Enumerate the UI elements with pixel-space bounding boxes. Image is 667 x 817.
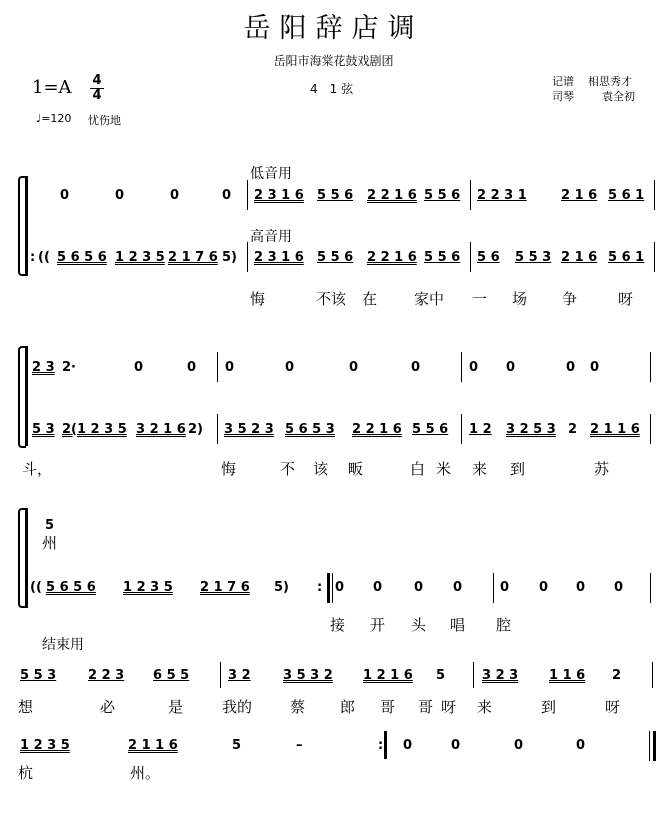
note-group: 5) (222, 250, 237, 265)
time-signature-denominator: 4 (90, 88, 104, 103)
lyric: 在 (362, 290, 378, 308)
voice-label-low: 低音用 (250, 166, 292, 182)
barline (470, 180, 471, 210)
note-rest: 0 (506, 360, 516, 375)
note-group: 1 2 (469, 422, 492, 437)
lyric: 哥 (380, 698, 396, 716)
note-rest: 0 (60, 188, 70, 203)
expression-mark: 忧伤地 (88, 114, 121, 127)
note-group: 2 1 7 6 (168, 250, 218, 265)
lyric: 悔 (221, 460, 237, 478)
lyric: 争 (562, 290, 578, 308)
note-group: 2 2 1 6 (352, 422, 402, 437)
note-group: 1 2 1 6 (363, 668, 413, 683)
bracket-open: (( (30, 580, 42, 595)
note-group: 2 (568, 422, 578, 437)
note-group: 5 6 1 (608, 188, 645, 203)
note-group: 2(1 2 3 5 (62, 422, 127, 437)
time-signature-numerator: 4 (92, 73, 102, 88)
key-signature: 1=A (32, 77, 72, 98)
note-group: 2) (188, 422, 203, 437)
note-rest: 0 (500, 580, 510, 595)
lyric: 州。 (130, 764, 161, 782)
note-group: 2 3 1 6 (254, 250, 304, 265)
note-rest: 0 (539, 580, 549, 595)
page-title: 岳阳辞店调 (243, 13, 424, 44)
lyric: 杭 (18, 764, 34, 782)
note-group: 5 5 6 (412, 422, 449, 437)
note-rest: 0 (614, 580, 624, 595)
barline (247, 242, 248, 272)
lyric: 呀 (605, 698, 621, 716)
lyric: 唱 (450, 616, 466, 634)
note-group: 2 3 (32, 360, 55, 375)
final-barline (653, 731, 656, 761)
note-extension: – (296, 738, 303, 753)
note-group: 6 5 5 (153, 668, 190, 683)
repeat-barline (384, 731, 387, 759)
lyric: 头 (411, 616, 427, 634)
note-rest: 0 (170, 188, 180, 203)
lyric: 不该 (316, 290, 347, 308)
note-group: 2 2 3 1 (477, 188, 527, 203)
note-rest: 0 (576, 580, 586, 595)
note-group: 5 6 1 (608, 250, 645, 265)
note-group: 5 5 6 (424, 188, 461, 203)
note-group: 2 2 1 6 (367, 250, 417, 265)
note-group: 5 5 6 (424, 250, 461, 265)
ending-label: 结束用 (42, 637, 84, 653)
note-group: 5 6 5 6 (57, 250, 107, 265)
note-group: 2· (62, 360, 76, 375)
lyric: 必 (100, 698, 116, 716)
note-rest: 0 (411, 360, 421, 375)
troupe-name: 岳阳市海棠花鼓戏剧团 (273, 54, 394, 68)
lyric: 不 (280, 460, 296, 478)
lyric: 苏 (594, 460, 610, 478)
lyric: 悔 (250, 290, 266, 308)
tempo-mark: ♩=120 (36, 112, 72, 125)
barline (650, 573, 651, 603)
note-group: 5 6 (477, 250, 500, 265)
note-rest: 0 (590, 360, 600, 375)
note-group: 2 (612, 668, 622, 683)
note-group: 3 2 5 3 (506, 422, 556, 437)
note-rest: 0 (187, 360, 197, 375)
lyric: 家中 (414, 290, 445, 308)
barline (461, 414, 462, 444)
lyric: 我的 (222, 698, 253, 716)
note-group: 1 1 6 (549, 668, 586, 683)
lyric: 畈 (348, 460, 364, 478)
string-tuning: 4 1 弦 (310, 82, 354, 96)
lyric: 白 (410, 460, 426, 478)
barline (247, 180, 248, 210)
note-rest: 0 (373, 580, 383, 595)
lyric: 场 (512, 290, 528, 308)
note-group: 3 2 (228, 668, 251, 683)
note-group: 2 2 3 (88, 668, 125, 683)
lyric: 蔡 (290, 698, 306, 716)
credit-qin-name: 袁全初 (602, 90, 635, 103)
lyric: 一 (472, 290, 488, 308)
barline (461, 352, 462, 382)
barline (220, 662, 221, 688)
note-group: 5 (45, 518, 55, 533)
repeat-start-sign: : (378, 738, 384, 753)
note-group: 5) (274, 580, 289, 595)
note-rest: 0 (414, 580, 424, 595)
repeat-barline (327, 573, 330, 603)
barline (652, 662, 653, 688)
note-rest: 0 (403, 738, 413, 753)
note-group: 2 2 1 6 (367, 188, 417, 203)
barline (217, 352, 218, 382)
note-group: 2 1 6 (561, 188, 598, 203)
system-start-barline (25, 346, 28, 446)
lyric: 该 (313, 460, 329, 478)
lyric: 到 (541, 698, 557, 716)
note-group: 3 2 1 6 (136, 422, 186, 437)
note-rest: 0 (453, 580, 463, 595)
note-rest: 0 (115, 188, 125, 203)
credit-qin-label: 司琴 (552, 90, 574, 103)
note-group: 5 5 6 (317, 250, 354, 265)
note-group: 5 3 (32, 422, 55, 437)
lyric: 来 (472, 460, 488, 478)
note-group: 1 2 3 5 (115, 250, 165, 265)
note-rest: 0 (222, 188, 232, 203)
lyric: 想 (18, 698, 34, 716)
system-start-barline (25, 508, 28, 608)
note-group: 3 2 3 (482, 668, 519, 683)
note-group: 5 (436, 668, 446, 683)
lyric: 来 (477, 698, 493, 716)
time-signature (90, 74, 104, 103)
note-rest: 0 (566, 360, 576, 375)
note-group: 2 3 1 6 (254, 188, 304, 203)
barline (473, 662, 474, 688)
note-group: 5 5 6 (317, 188, 354, 203)
repeat-sign: : (30, 250, 36, 265)
note-rest: 0 (514, 738, 524, 753)
note-group: 3 5 3 2 (283, 668, 333, 683)
lyric: 米 (436, 460, 452, 478)
barline (649, 731, 650, 761)
note-rest: 0 (576, 738, 586, 753)
system-start-barline (25, 176, 28, 276)
note-rest: 0 (469, 360, 479, 375)
note-rest: 0 (451, 738, 461, 753)
lyric: 是 (168, 698, 184, 716)
barline (493, 573, 494, 603)
note-rest: 0 (349, 360, 359, 375)
lyric: 哥 (418, 698, 434, 716)
lyric: 州 (42, 534, 58, 552)
credit-score-label: 记谱 (552, 75, 574, 88)
repeat-end-sign: : (317, 580, 323, 595)
note-group: 2 1 1 6 (590, 422, 640, 437)
barline (470, 242, 471, 272)
barline (650, 414, 651, 444)
note-group: 1 2 3 5 (20, 738, 70, 753)
voice-label-high: 高音用 (250, 229, 292, 245)
lyric: 郎 (340, 698, 356, 716)
note-rest: 0 (134, 360, 144, 375)
barline (332, 573, 333, 603)
lyric: 呀 (618, 290, 634, 308)
note-group: 5 6 5 3 (285, 422, 335, 437)
note-rest: 0 (335, 580, 345, 595)
lyric: 斗， (22, 460, 53, 478)
credit-score-name: 相思秀才 (588, 75, 632, 88)
lyric: 开 (370, 616, 386, 634)
lyric: 呀 (441, 698, 457, 716)
lyric: 接 (330, 616, 346, 634)
note-group: 5 6 5 6 (46, 580, 96, 595)
note-group: 5 (232, 738, 242, 753)
note-rest: 0 (225, 360, 235, 375)
note-group: 2 1 7 6 (200, 580, 250, 595)
bracket-open: (( (38, 250, 50, 265)
note-rest: 0 (285, 360, 295, 375)
note-group: 5 5 3 (515, 250, 552, 265)
note-group: 5 5 3 (20, 668, 57, 683)
note-group: 2 1 6 (561, 250, 598, 265)
note-group: 1 2 3 5 (123, 580, 173, 595)
lyric: 到 (510, 460, 526, 478)
barline (654, 242, 655, 272)
barline (650, 352, 651, 382)
note-group: 3 5 2 3 (224, 422, 274, 437)
barline (217, 414, 218, 444)
barline (654, 180, 655, 210)
lyric: 腔 (496, 616, 512, 634)
note-group: 2 1 1 6 (128, 738, 178, 753)
